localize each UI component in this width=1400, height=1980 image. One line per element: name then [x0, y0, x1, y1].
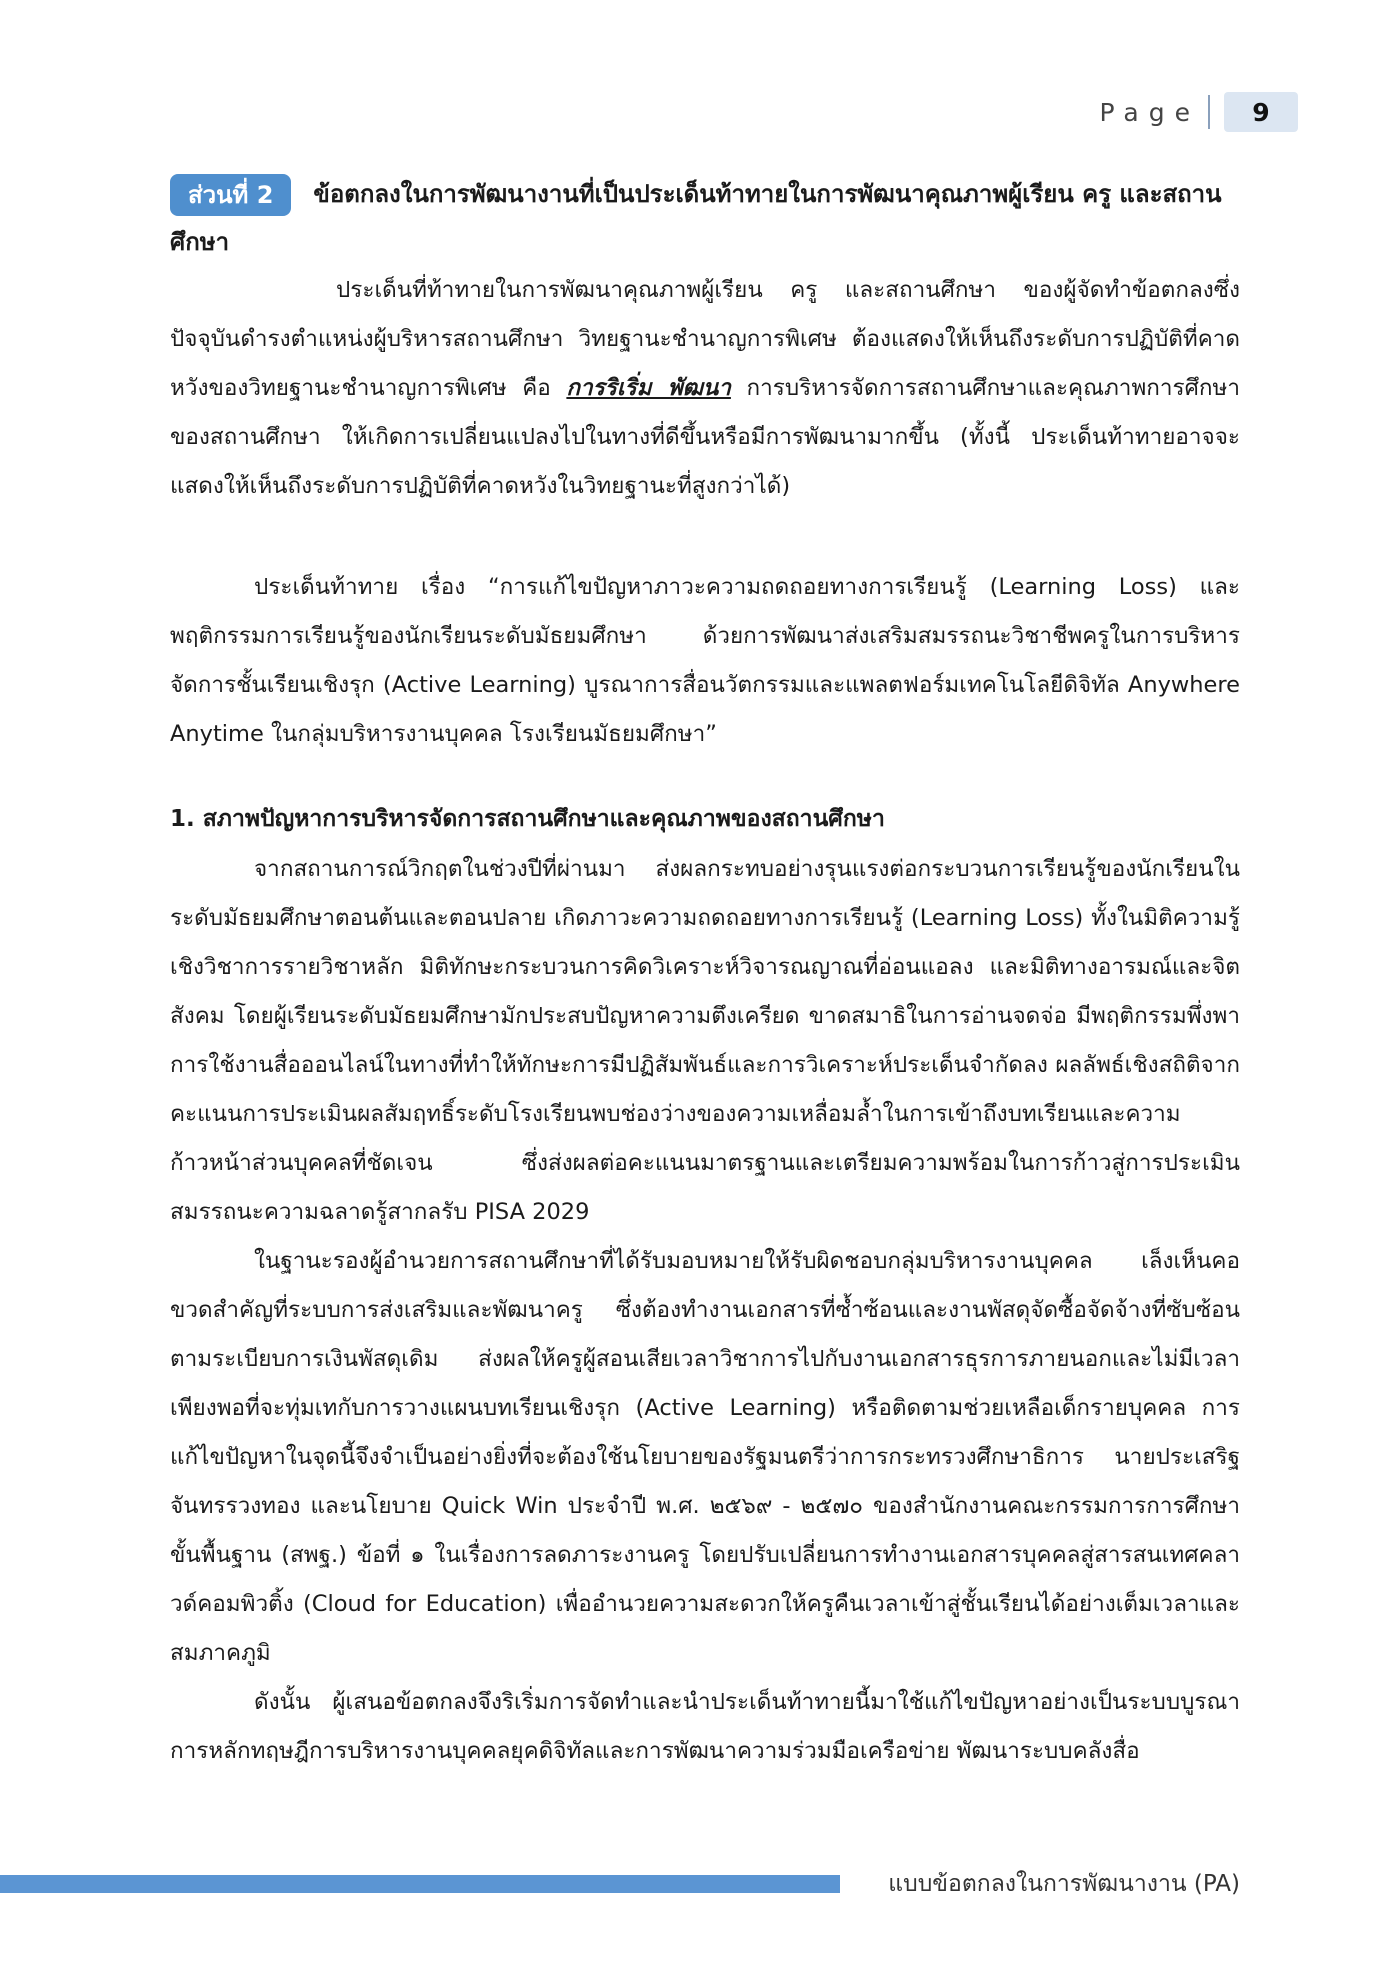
intro-text-after: การบริหารจัดการสถานศึกษาและคุณภาพการศึกษาของสถานศึกษา ให้เกิดการเปลี่ยนแปลงไปในทางที่ดีขึ้นหรือมีการพัฒนามากขึ้น (ทั้งนี้ ประเด็นท้าทายอาจจะแสดงให้เห็นถึงระดับการปฏิบัติที่คาดหวังในวิทยฐานะที่สูงกว่าได้): [170, 375, 1240, 499]
part1-paragraph-3: ดังนั้น ผู้เสนอข้อตกลงจึงริเริ่มการจัดทำและนำประเด็นท้าทายนี้มาใช้แก้ไขปัญหาอย่างเป็นระบบบูรณาการหลักทฤษฎีการบริหารงานบุคคลยุคดิจิทัลและการพัฒนาความร่วมมือเครือข่าย พัฒนาระบบคลังสื่อ: [170, 1689, 1240, 1764]
footer-bar: [0, 1875, 840, 1893]
spacer: [170, 759, 1240, 793]
section-badge: ส่วนที่ 2: [170, 174, 291, 216]
part1-paragraph-2: ในฐานะรองผู้อำนวยการสถานศึกษาที่ได้รับมอบหมายให้รับผิดชอบกลุ่มบริหารงานบุคคล เล็งเห็นคอขวดสำคัญที่ระบบการส่งเสริมและพัฒนาครู ซึ่งต้องทำงานเอกสารที่ซ้ำซ้อนและงานพัสดุจัดซื้อจัดจ้างที่ซับซ้อนตามระเบียบการเงินพัสดุเดิม ส่งผลให้ครูผู้สอนเสียเวลาวิชาการไปกับงานเอกสารธุรการภายนอกและไม่มีเวลาเพียงพอที่จะทุ่มเทกับการวางแผนบทเรียนเชิงรุก (Active Learning) หรือติดตามช่วยเหลือเด็กรายบุคคล การแก้ไขปัญหาในจุดนี้จึงจำเป็นอย่างยิ่งที่จะต้องใช้นโยบายของรัฐมนตรีว่าการกระทรวงศึกษาธิการ นายประเสริฐ จันทรรวงทอง และนโยบาย Quick Win ประจำปี พ.ศ. ๒๕๖๙ - ๒๕๗๐ ของสำนักงานคณะกรรมการการศึกษาขั้นพื้นฐาน (สพฐ.) ข้อที่ ๑ ในเรื่องการลดภาระงานครู โดยปรับเปลี่ยนการทำงานเอกสารบุคคลสู่สารสนเทศคลาวด์คอมพิวติ้ง (Cloud for Education) เพื่ออำนวยความสะดวกให้ครูคืนเวลาเข้าสู่ชั้นเรียนได้อย่างเต็มเวลาและสมภาคภูมิ: [170, 1248, 1240, 1666]
section-heading: [170, 170, 1240, 266]
page-separator: [1208, 95, 1210, 129]
section-title: ข้อตกลงในการพัฒนางานที่เป็นประเด็นท้าทายในการพัฒนาคุณภาพผู้เรียน ครู และสถานศึกษา: [170, 180, 1222, 256]
part1-paragraph-1: จากสถานการณ์วิกฤตในช่วงปีที่ผ่านมา ส่งผลกระทบอย่างรุนแรงต่อกระบวนการเรียนรู้ของนักเรียนในระดับมัธยมศึกษาตอนต้นและตอนปลาย เกิดภาวะความถดถอยทางการเรียนรู้ (Learning Loss) ทั้งในมิติความรู้เชิงวิชาการรายวิชาหลัก มิติทักษะกระบวนการคิดวิเคราะห์วิจารณญาณที่อ่อนแอลง และมิติทางอารมณ์และจิตสังคม โดยผู้เรียนระดับมัธยมศึกษามักประสบปัญหาความตึงเครียด ขาดสมาธิในการอ่านจดจ่อ มีพฤติกรรมพึ่งพาการใช้งานสื่อออนไลน์ในทางที่ทำให้ทักษะการมีปฏิสัมพันธ์และการวิเคราะห์ประเด็นจำกัดลง ผลลัพธ์เชิงสถิติจากคะแนนการประเมินผลสัมฤทธิ์ระดับโรงเรียนพบช่องว่างของความเหลื่อมล้ำในการเข้าถึงบทเรียนและความก้าวหน้าส่วนบุคคลที่ชัดเจน ซึ่งส่งผลต่อคะแนนมาตรฐานและเตรียมความพร้อมในการก้าวสู่การประเมินสมรรถนะความฉลาดรู้สากลรับ PISA 2029: [170, 856, 1240, 1225]
footer-text: แบบข้อตกลงในการพัฒนางาน (PA): [888, 1871, 1240, 1897]
challenge-paragraph: ประเด็นท้าทาย เรื่อง “การแก้ไขปัญหาภาวะความถดถอยทางการเรียนรู้ (Learning Loss) และพฤติกรรมการเรียนรู้ของนักเรียนระดับมัธยมศึกษา ด้วยการพัฒนาส่งเสริมสมรรถนะวิชาชีพครูในการบริหารจัดการชั้นเรียนเชิงรุก (Active Learning) บูรณาการสื่อนวัตกรรมและแพลตฟอร์มเทคโนโลยีดิจิทัล Anywhere Anytime ในกลุ่มบริหารงานบุคคล โรงเรียนมัธยมศึกษา”: [170, 574, 1240, 747]
intro-highlight: การริเริ่ม พัฒนา: [566, 375, 731, 401]
intro-paragraph: [170, 266, 1240, 511]
page-word: Page: [1099, 97, 1200, 127]
spacer: [170, 511, 1240, 563]
document-body: [170, 170, 1240, 1776]
part1-heading: 1. สภาพปัญหาการบริหารจัดการสถานศึกษาและคุณภาพของสถานศึกษา: [170, 806, 885, 832]
intro-text-before: ประเด็นที่ท้าทายในการพัฒนาคุณภาพผู้เรียน ครู และสถานศึกษา ของผู้จัดทำข้อตกลงซึ่งปัจจุบันดำรงตำแหน่งผู้บริหารสถานศึกษา วิทยฐานะชำนาญการพิเศษ ต้องแสดงให้เห็นถึงระดับการปฏิบัติที่คาดหวังของวิทยฐานะชำนาญการพิเศษ คือ: [170, 277, 1240, 401]
page-indicator: [1099, 92, 1298, 132]
page-number: 9: [1224, 92, 1298, 132]
